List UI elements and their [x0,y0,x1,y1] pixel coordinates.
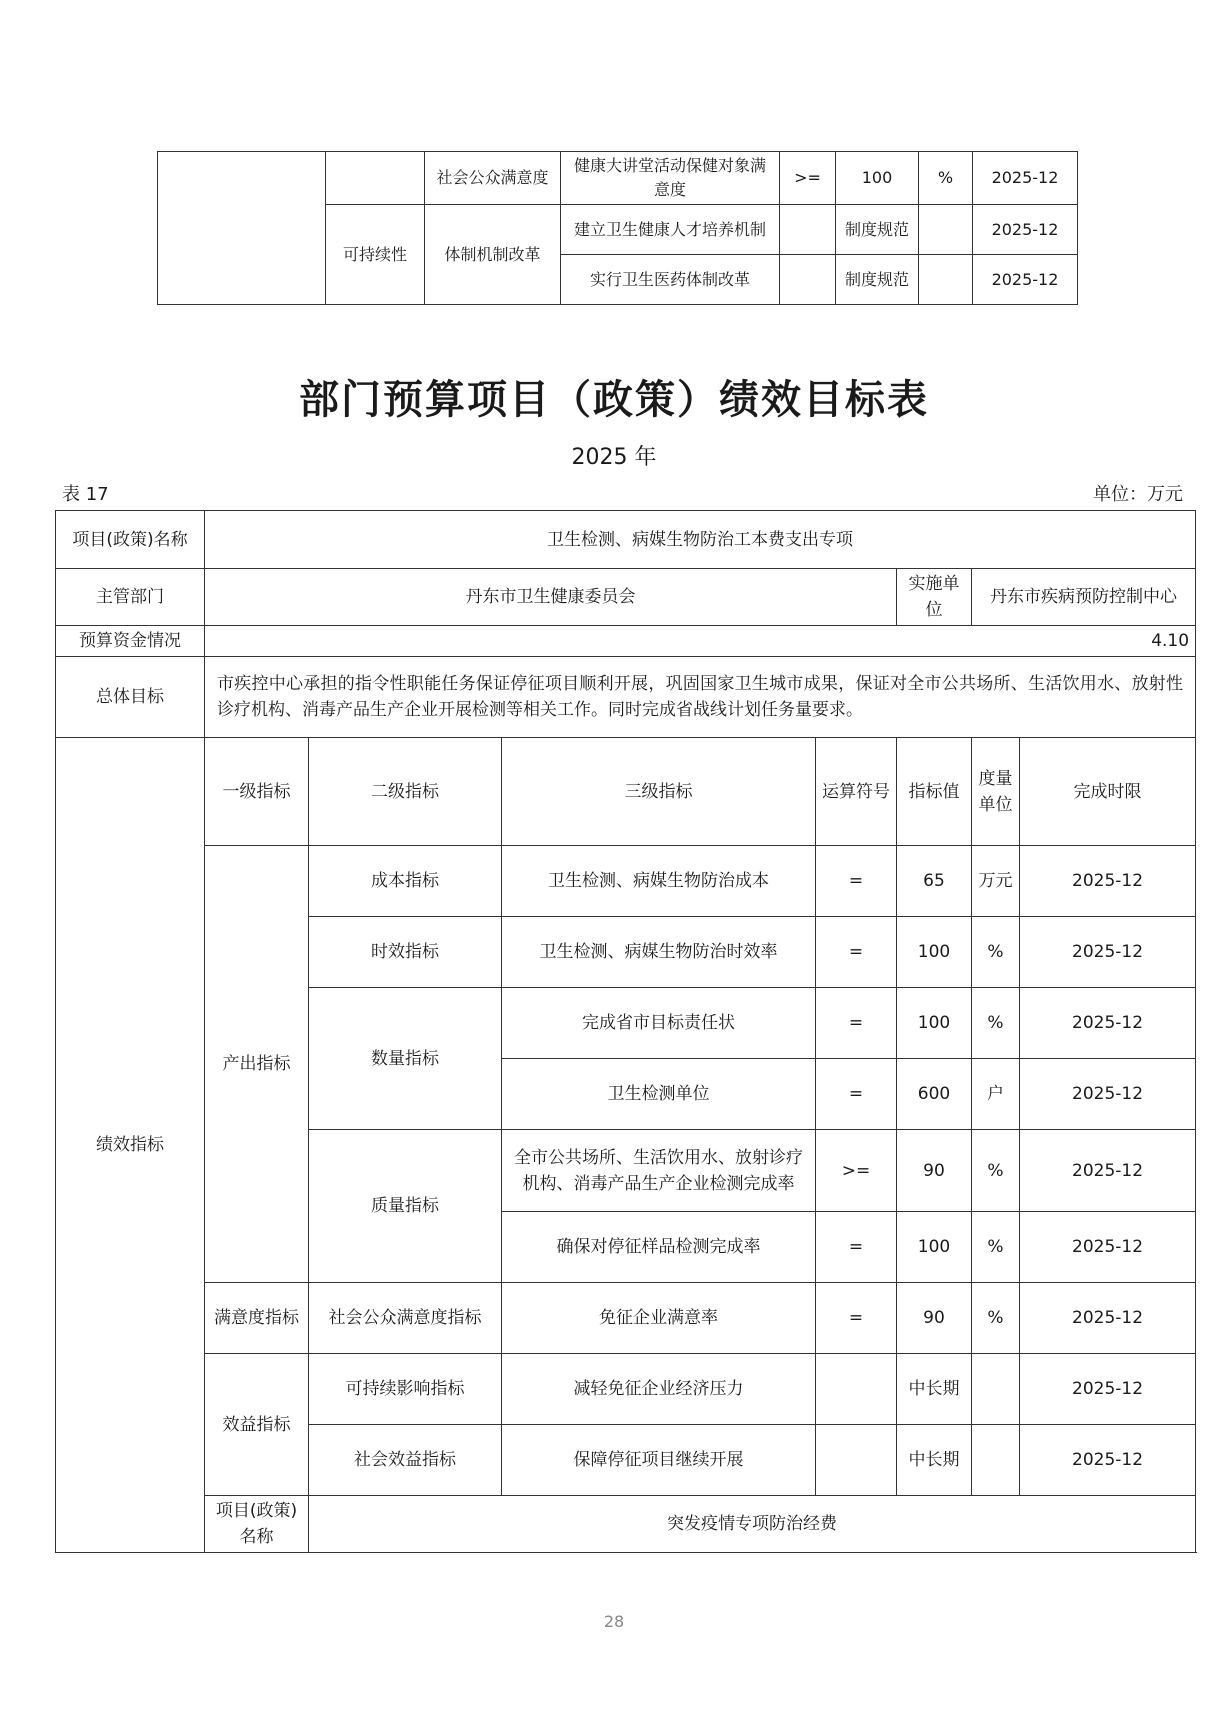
row-name: 免征企业满意率 [502,1283,816,1354]
row-op: = [816,846,897,917]
row-value: 100 [897,988,972,1059]
header-deadline: 完成时限 [1020,738,1196,846]
row-deadline: 2025-12 [1020,1130,1196,1212]
unit-label: 单位：万元 [1093,484,1183,505]
header-l3: 三级指标 [502,738,816,846]
row-op: = [816,1212,897,1283]
row-value: 100 [897,917,972,988]
row-name: 确保对停征样品检测完成率 [502,1212,816,1283]
header-val: 指标值 [897,738,972,846]
benefit-label: 效益指标 [205,1354,309,1496]
row-name: 完成省市目标责任状 [502,988,816,1059]
header-l1: 一级指标 [205,738,309,846]
level2-cell: 可持续性 [326,205,425,305]
dept-label: 主管部门 [56,569,205,626]
value-cell: 制度规范 [836,205,919,255]
level3-cell: 社会公众满意度 [425,152,561,205]
row-unit [972,1354,1020,1425]
row-unit: % [972,1283,1020,1354]
row-value: 90 [897,1130,972,1212]
header-unit: 度量单位 [972,738,1020,846]
row-value: 600 [897,1059,972,1130]
blank-cell [158,152,326,305]
row-unit: % [972,1212,1020,1283]
row-value: 中长期 [897,1354,972,1425]
row-deadline: 2025-12 [1020,846,1196,917]
row-deadline: 2025-12 [1020,1354,1196,1425]
value-cell: 制度规范 [836,255,919,305]
row-value: 中长期 [897,1425,972,1496]
header-l2: 二级指标 [309,738,502,846]
row-name: 全市公共场所、生活饮用水、放射诊疗机构、消毒产品生产企业检测完成率 [502,1130,816,1212]
impl-label: 实施单位 [897,569,972,626]
project-name: 卫生检测、病媒生物防治工本费支出专项 [205,511,1196,569]
row-unit: % [972,917,1020,988]
unit-cell [919,255,973,305]
next-project-label: 项目(政策)名称 [205,1496,309,1553]
row-deadline: 2025-12 [1020,1425,1196,1496]
sustain-label: 可持续影响指标 [309,1354,502,1425]
budget-value: 4.10 [205,626,1196,657]
indicator-name-cell: 实行卫生医药体制改革 [561,255,780,305]
row-name: 卫生检测、病媒生物防治成本 [502,846,816,917]
budget-label: 预算资金情况 [56,626,205,657]
social-sat-label: 社会公众满意度指标 [309,1283,502,1354]
output-label: 产出指标 [205,846,309,1283]
satisfaction-label: 满意度指标 [205,1283,309,1354]
quality-label: 质量指标 [309,1130,502,1283]
row-deadline: 2025-12 [1020,1212,1196,1283]
table-number: 表 17 [62,484,109,505]
row-name: 卫生检测单位 [502,1059,816,1130]
row-value: 90 [897,1283,972,1354]
indicator-name-cell: 建立卫生健康人才培养机制 [561,205,780,255]
qty-label: 数量指标 [309,988,502,1130]
row-op: >= [816,1130,897,1212]
row-op: = [816,1283,897,1354]
project-label: 项目(政策)名称 [56,511,205,569]
operator-cell [780,255,836,305]
social-benefit-label: 社会效益指标 [309,1425,502,1496]
row-op: = [816,988,897,1059]
perf-label: 绩效指标 [56,738,205,1553]
unit-cell: % [919,152,973,205]
row-deadline: 2025-12 [1020,917,1196,988]
header-op: 运算符号 [816,738,897,846]
time-label: 时效指标 [309,917,502,988]
cost-label: 成本指标 [309,846,502,917]
row-op [816,1354,897,1425]
row-unit: % [972,1130,1020,1212]
indicator-name-cell: 健康大讲堂活动保健对象满意度 [561,152,780,205]
impl-value: 丹东市疾病预防控制中心 [972,569,1196,626]
operator-cell: >= [780,152,836,205]
page-number: 28 [603,1612,625,1631]
row-deadline: 2025-12 [1020,1283,1196,1354]
goal-label: 总体目标 [56,657,205,738]
dept-value: 丹东市卫生健康委员会 [205,569,897,626]
performance-target-table [55,510,1196,1553]
blank-cell [326,152,425,205]
row-name: 减轻免征企业经济压力 [502,1354,816,1425]
row-op: = [816,917,897,988]
page-title: 部门预算项目（政策）绩效目标表 [299,377,929,423]
deadline-cell: 2025-12 [973,152,1078,205]
row-deadline: 2025-12 [1020,1059,1196,1130]
row-op: = [816,1059,897,1130]
continued-performance-table [157,151,1078,305]
row-unit: 万元 [972,846,1020,917]
unit-cell [919,205,973,255]
year-label: 2025 年 [571,445,657,470]
row-value: 65 [897,846,972,917]
deadline-cell: 2025-12 [973,205,1078,255]
row-value: 100 [897,1212,972,1283]
row-name: 卫生检测、病媒生物防治时效率 [502,917,816,988]
goal-text: 市疾控中心承担的指令性职能任务保证停征项目顺利开展，巩固国家卫生城市成果，保证对全市公共场所、生活饮用水、放射性诊疗机构、消毒产品生产企业开展检测等相关工作。同时完成省战线计划任务量要求。 [205,657,1196,738]
row-deadline: 2025-12 [1020,988,1196,1059]
row-unit: 户 [972,1059,1020,1130]
row-name: 保障停征项目继续开展 [502,1425,816,1496]
row-unit [972,1425,1020,1496]
row-unit: % [972,988,1020,1059]
next-project-name: 突发疫情专项防治经费 [309,1496,1196,1553]
level3-cell: 体制机制改革 [425,205,561,305]
operator-cell [780,205,836,255]
value-cell: 100 [836,152,919,205]
row-op [816,1425,897,1496]
deadline-cell: 2025-12 [973,255,1078,305]
